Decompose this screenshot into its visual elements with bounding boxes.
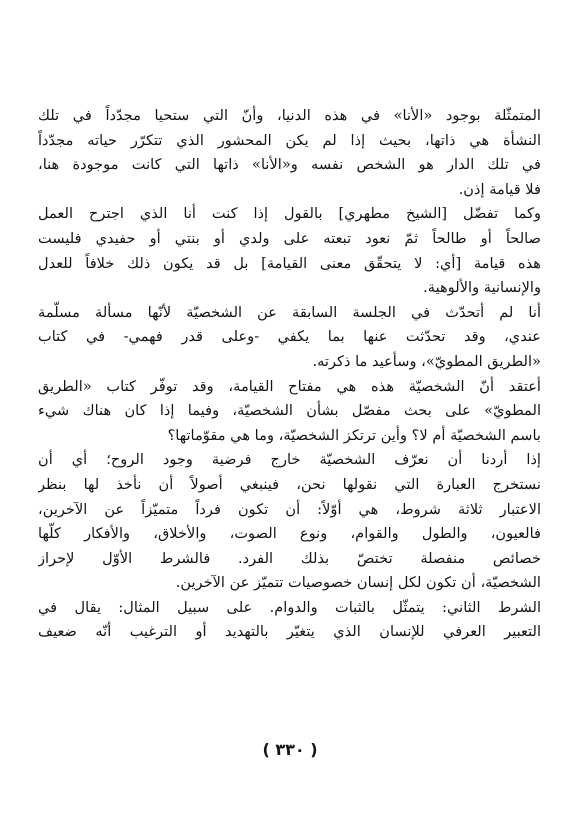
text-line: أنا لم أتحدّث في الجلسة السابقة عن الشخصيّة لأنّها مسألة مسلّمة: [38, 303, 541, 321]
text-line: النشأة هي ذاتها، بحيث إذا لم يكن المحشور الذي تتكرّر حياته مجدّداً: [38, 131, 541, 149]
text-line: المطويّ» على بحث مفصّل بشأن الشخصيّة، وفيما إذا كان هناك شيء: [38, 402, 541, 420]
text-line: الاعتبار ثلاثة شروط، هي أوّلاً: أن تكون فرداً متميّزاً عن الآخرين،: [38, 500, 541, 518]
text-line: خصائص منفصلة تختصّ بذلك الفرد. فالشرط الأوّل لإحراز: [38, 549, 541, 567]
text-line: فلا قيامة إذن.: [458, 180, 541, 198]
text-line: عندي، وقد تحدّثت عنها بما يكفي -وعلى قدر فهمي- في كتاب: [38, 328, 541, 346]
text-line: «الطريق المطويّ»، وسأعيد ما ذكرته.: [312, 352, 541, 370]
text-line: التعبير العرفي للإنسان الذي يتغيّر بالتهديد أو الترغيب أنّه ضعيف: [38, 623, 541, 641]
text-line: صالحاً أو طالحاً ثمّ نعود تبعته على ولدي أو بنتي أو حفيدي فليست: [38, 229, 541, 247]
text-line: وكما تفضّل [الشيخ مطهري] بالقول إذا كنت أنا الذي اجترح العمل: [38, 205, 541, 223]
text-line: الشرط الثاني: يتمثّل بالثبات والدوام. على سبيل المثال: يقال في: [38, 598, 541, 616]
text-line: والإنسانية والألوهية.: [423, 279, 541, 297]
text-line: فالعيون، والطول والقوام، ونوع الصوت، والأخلاق، والأفكار كلّها: [38, 525, 541, 543]
text-line: هذه قيامة [أي: لا يتحقّق معنى القيامة] بل قد يكون ذلك خلافاً للعدل: [38, 254, 541, 272]
text-line: باسم الشخصيّة أم لا؟ وأين ترتكز الشخصيّة، وما هي مقوّماتها؟: [167, 426, 541, 444]
body-text: [38, 104, 541, 645]
text-line: الشخصيّة، أن تكون لكل إنسان خصوصيات تتميّز عن الآخرين.: [175, 574, 541, 592]
text-line: إذا أردنا أن نعرّف الشخصيّة خارج فرضية وجود الروح؛ أي أن: [38, 451, 541, 469]
text-line: في تلك الدار هو الشخص نفسه و«الأنا» ذاتها التي كانت موجودة هنا،: [38, 156, 541, 174]
text-line: المتمثّلة بوجود «الأنا» في هذه الدنيا، وأنّ التي ستحيا مجدّداً في تلك: [38, 107, 541, 124]
text-line: نستخرج العبارة التي نقولها نحن، فينبغي أصولاً أن نأخذ لها بنظر: [38, 475, 541, 493]
text-line: أعتقد أنّ الشخصيّة هذه هي مفتاح القيامة، وقد توفّر كتاب «الطريق: [38, 377, 541, 395]
page-number: ( ٣٣٠ ): [262, 740, 318, 759]
